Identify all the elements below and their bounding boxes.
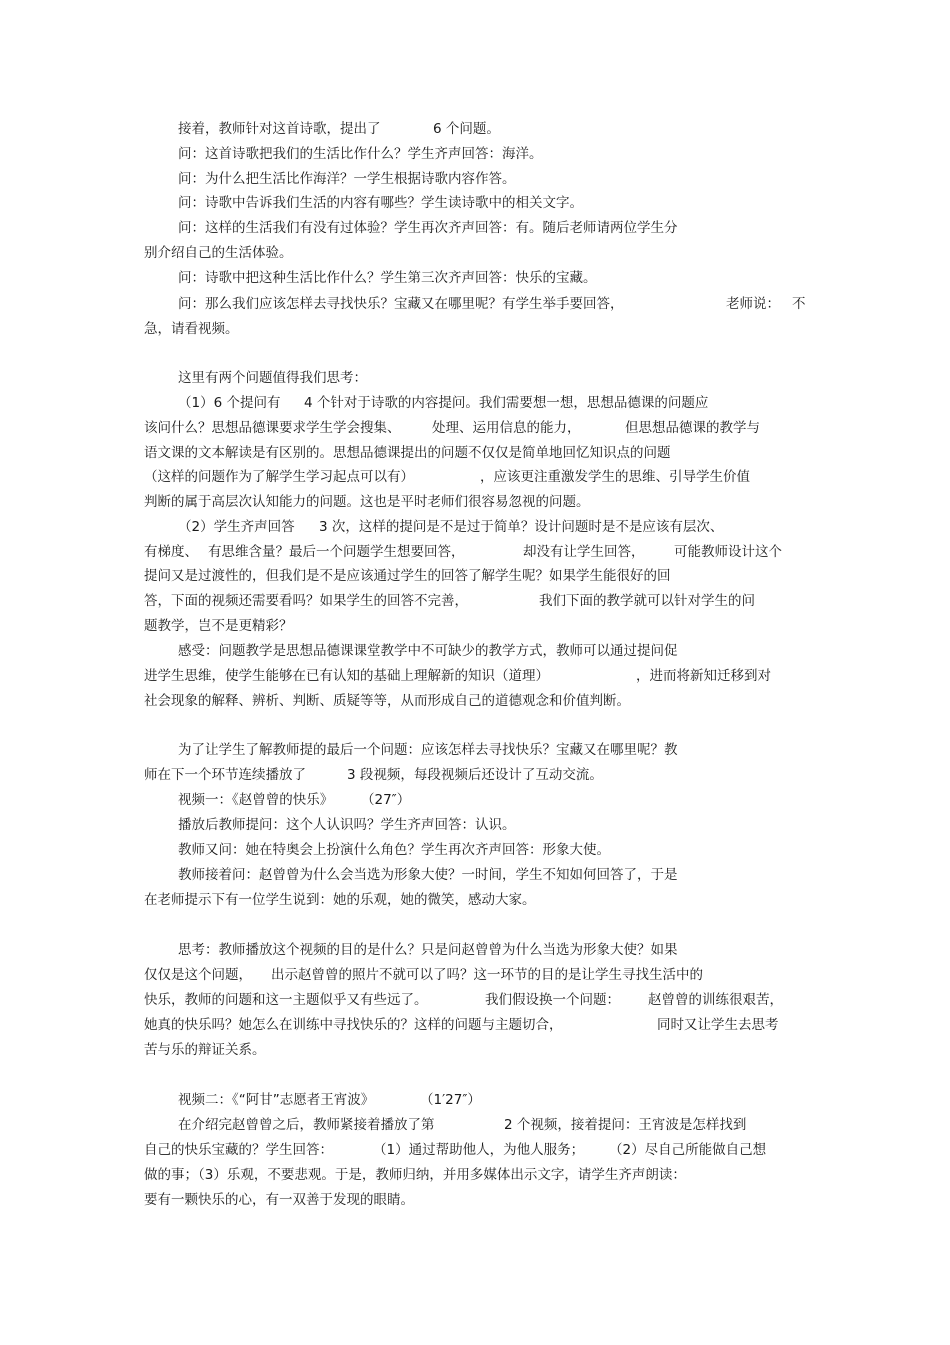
text-segment: 赵曾曾的训练很艰苦， (648, 992, 783, 1008)
text-line (0, 1189, 950, 1211)
text-segment: 但思想品德课的教学与 (625, 420, 760, 436)
text-segment: 社会现象的解释、辨析、判断、质疑等等，从而形成自己的道德观念和价值判断。 (144, 693, 630, 709)
text-line (0, 1164, 950, 1186)
text-line (0, 590, 950, 612)
text-line (0, 318, 950, 340)
text-segment: （2）尽自己所能做自己想 (609, 1142, 767, 1158)
text-segment: 4 个针对于诗歌的内容提问。我们需要想一想，思想品德课的问题应 (304, 395, 709, 411)
text-line (0, 242, 950, 264)
text-line (0, 764, 950, 786)
text-segment: 播放后教师提问：这个人认识吗？学生齐声回答：认识。 (178, 817, 516, 833)
text-line (0, 466, 950, 488)
text-line (0, 739, 950, 761)
text-segment: 苦与乐的辩证关系。 (144, 1042, 266, 1058)
text-line (0, 192, 950, 214)
text-line (0, 864, 950, 886)
text-segment: 6 个问题。 (433, 121, 500, 137)
text-line (0, 217, 950, 239)
text-line (0, 789, 950, 811)
text-segment: 2 个视频，接着提问：王宵波是怎样找到 (504, 1117, 747, 1133)
text-line (0, 839, 950, 861)
text-line (0, 541, 950, 563)
text-segment: 要有一颗快乐的心，有一双善于发现的眼睛。 (144, 1192, 414, 1208)
text-segment: 答，下面的视频还需要看吗？如果学生的回答不完善， (144, 593, 468, 609)
text-line (0, 615, 950, 637)
text-line (0, 367, 950, 389)
text-segment: （1）6 个提问有 (178, 395, 281, 411)
text-segment: 问：诗歌中把这种生活比作什么？学生第三次齐声回答：快乐的宝藏。 (178, 270, 597, 286)
text-segment: 进学生思维，使学生能够在已有认知的基础上理解新的知识（道理） (144, 668, 549, 684)
text-segment: 语文课的文本解读是有区别的。思想品德课提出的问题不仅仅是简单地回忆知识点的问题 (144, 445, 671, 461)
text-segment: 却没有让学生回答， (523, 544, 645, 560)
text-segment: 问：这首诗歌把我们的生活比作什么？学生齐声回答：海洋。 (178, 146, 543, 162)
text-line (0, 690, 950, 712)
text-segment: （2）学生齐声回答 (178, 519, 295, 535)
text-segment: 做的事；（3）乐观，不要悲观。于是，教师归纳，并用多媒体出示文字，请学生齐声朗读： (144, 1167, 686, 1183)
text-segment: 这里有两个问题值得我们思考： (178, 370, 367, 386)
text-segment: 感受：问题教学是思想品德课课堂教学中不可缺少的教学方式，教师可以通过提问促 (178, 643, 678, 659)
text-segment: 教师接着问：赵曾曾为什么会当选为形象大使？一时间，学生不知如何回答了，于是 (178, 867, 678, 883)
text-segment: 提问又是过渡性的，但我们是不是应该通过学生的回答了解学生呢？如果学生能很好的回 (144, 568, 671, 584)
text-segment: 教师又问：她在特奥会上扮演什么角色？学生再次齐声回答：形象大使。 (178, 842, 610, 858)
text-segment: 问：那么我们应该怎样去寻找快乐？宝藏又在哪里呢？有学生举手要回答， (178, 296, 624, 312)
text-segment: 别介绍自己的生活体验。 (144, 245, 293, 261)
text-line (0, 417, 950, 439)
text-segment: 题教学，岂不是更精彩？ (144, 618, 293, 634)
text-line (0, 118, 950, 140)
text-segment: 视频二：《“阿甘”志愿者王宵波》 (178, 1092, 375, 1108)
text-line (0, 143, 950, 165)
text-segment: 判断的属于高层次认知能力的问题。这也是平时老师们很容易忽视的问题。 (144, 494, 590, 510)
text-segment: 接着，教师针对这首诗歌，提出了 (178, 121, 381, 137)
text-segment: 出示赵曾曾的照片不就可以了吗？这一环节的目的是让学生寻找生活中的 (271, 967, 703, 983)
text-segment: 仅仅是这个问题， (144, 967, 252, 983)
text-segment: 处理、运用信息的能力， (432, 420, 581, 436)
text-segment: ，进而将新知迁移到对 (636, 668, 771, 684)
text-line (0, 1089, 950, 1111)
text-segment: （27″） (361, 792, 411, 808)
text-segment: 为了让学生了解教师提的最后一个问题：应该怎样去寻找快乐？宝藏又在哪里呢？教 (178, 742, 678, 758)
text-segment: 问：这样的生活我们有没有过体验？学生再次齐声回答：有。随后老师请两位学生分 (178, 220, 678, 236)
text-segment: 视频一：《赵曾曾的快乐》 (178, 792, 334, 808)
text-line (0, 267, 950, 289)
text-line (0, 565, 950, 587)
text-line (0, 665, 950, 687)
text-line (0, 168, 950, 190)
text-line (0, 889, 950, 911)
text-segment: 3 次，这样的提问是不是过于简单？设计问题时是不是应该有层次、 (319, 519, 724, 535)
text-segment: 有思维含量？最后一个问题学生想要回答， (208, 544, 465, 560)
text-line (0, 491, 950, 513)
text-segment: 在老师提示下有一位学生说到：她的乐观，她的微笑，感动大家。 (144, 892, 536, 908)
text-line (0, 1139, 950, 1161)
text-line (0, 814, 950, 836)
text-line (0, 1039, 950, 1061)
text-line (0, 442, 950, 464)
text-segment: （1）通过帮助他人，为他人服务； (373, 1142, 585, 1158)
text-segment: 老师说： (726, 296, 780, 312)
text-segment: 同时又让学生去思考 (657, 1017, 779, 1033)
text-line (0, 989, 950, 1011)
text-segment: ，应该更注重激发学生的思维、引导学生价值 (480, 469, 750, 485)
text-line (0, 516, 950, 538)
text-segment: 该问什么？思想品德课要求学生学会搜集、 (144, 420, 401, 436)
text-line (0, 1114, 950, 1136)
text-line (0, 964, 950, 986)
text-segment: 问：为什么把生活比作海洋？一学生根据诗歌内容作答。 (178, 171, 516, 187)
text-line (0, 293, 950, 315)
text-segment: 快乐，教师的问题和这一主题似乎又有些远了。 (144, 992, 428, 1008)
text-segment: 不 (792, 296, 806, 312)
text-line (0, 939, 950, 961)
text-line (0, 640, 950, 662)
text-segment: 有梯度、 (144, 544, 198, 560)
text-segment: 自己的快乐宝藏的？学生回答： (144, 1142, 333, 1158)
text-segment: 我们假设换一个问题： (485, 992, 620, 1008)
text-segment: 急，请看视频。 (144, 321, 239, 337)
text-segment: 可能教师设计这个 (674, 544, 782, 560)
text-line (0, 1014, 950, 1036)
text-segment: （这样的问题作为了解学生学习起点可以有） (144, 469, 414, 485)
text-segment: 她真的快乐吗？她怎么在训练中寻找快乐的？这样的问题与主题切合， (144, 1017, 563, 1033)
text-segment: 师在下一个环节连续播放了 (144, 767, 306, 783)
text-segment: 我们下面的教学就可以针对学生的问 (539, 593, 755, 609)
text-segment: （1′27″） (420, 1092, 481, 1108)
text-segment: 在介绍完赵曾曾之后，教师紧接着播放了第 (178, 1117, 435, 1133)
text-line (0, 392, 950, 414)
text-segment: 3 段视频，每段视频后还设计了互动交流。 (347, 767, 603, 783)
text-segment: 问：诗歌中告诉我们生活的内容有哪些？学生读诗歌中的相关文字。 (178, 195, 583, 211)
text-segment: 思考：教师播放这个视频的目的是什么？只是问赵曾曾为什么当选为形象大使？如果 (178, 942, 678, 958)
